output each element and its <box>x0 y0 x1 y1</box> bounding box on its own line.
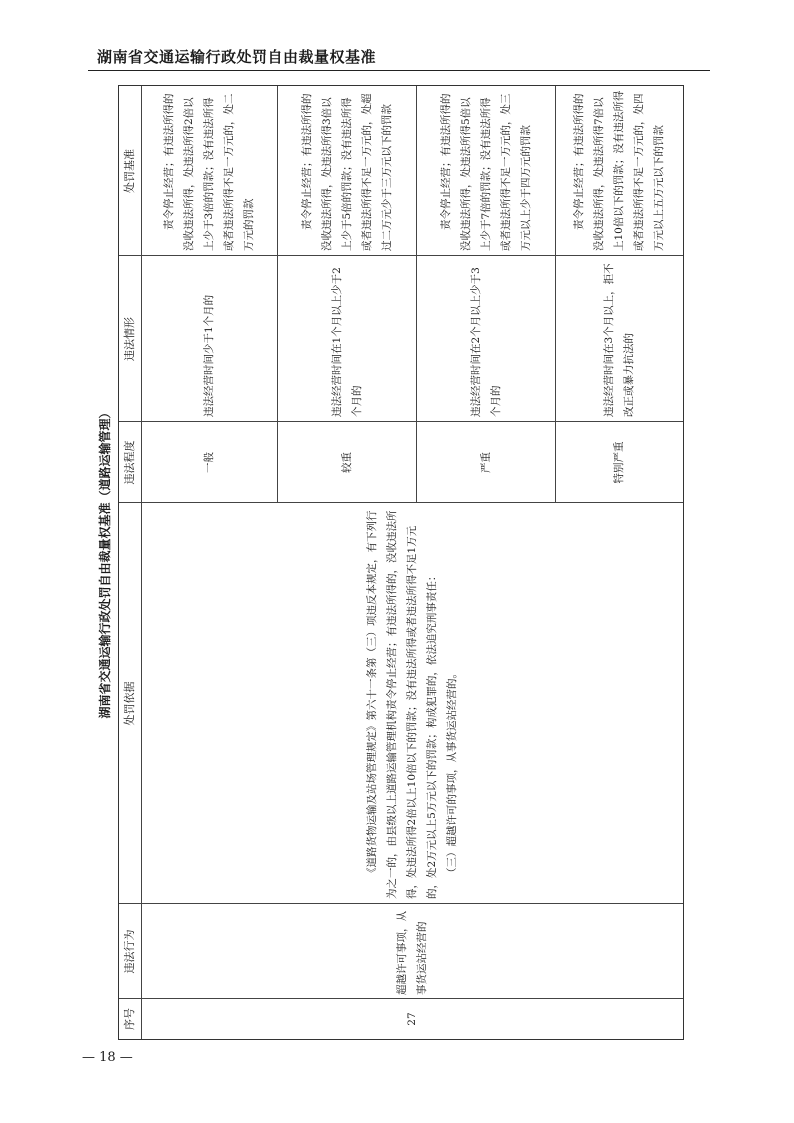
degree-cell <box>141 422 277 503</box>
page-header-title: 湖南省交通运输行政处罚自由裁量权基准 <box>97 48 377 66</box>
degree-cell <box>416 422 555 503</box>
header-standard: 处罚基准 <box>123 149 136 193</box>
seq-value: 27 <box>406 1012 418 1026</box>
situation-text: 违法经营时间少于1个月的 <box>203 294 215 417</box>
degree-value: 严重 <box>479 452 492 473</box>
situation-text: 违法经营时间在2个月以上少于3个月的 <box>469 267 502 417</box>
seq-cell <box>141 999 683 1039</box>
standard-cell <box>277 90 416 251</box>
standard-cell <box>416 90 555 251</box>
rotated-table-block <box>94 85 684 1040</box>
standard-cell <box>141 90 277 251</box>
situation-text: 违法经营时间在1个月以上少于2个月的 <box>330 267 363 417</box>
table-title: 湖南省交通运输行政处罚自由裁量权基准（道路运输管理） <box>98 406 112 719</box>
degree-cell <box>277 422 416 503</box>
standard-text: 责令停止经营；有违法所得的没收违法所得，处违法所得2倍以上少于3倍的罚款；没有违法所得或者违法所得不足一万元的，处二万元的罚款 <box>163 93 255 251</box>
header-degree: 违法程度 <box>123 440 136 485</box>
basis-item: （三）超越许可的事项，从事货运站经营的。 <box>446 668 458 878</box>
page-number: — 18 — <box>82 1050 133 1065</box>
header-basis: 处罚依据 <box>123 681 136 726</box>
degree-value: 一般 <box>203 452 215 473</box>
standard-text: 责令停止经营；有违法所得的没收违法所得，处违法所得3倍以上少于5倍的罚款；没有违法所得或者违法所得不足一万元的，处超过二万元少于三万元以下的罚款 <box>300 93 393 251</box>
col-divider <box>119 255 683 256</box>
basis-cell <box>141 507 683 899</box>
header-situation: 违法情形 <box>123 317 136 361</box>
situation-text: 违法经营时间在3个月以上，拒不改正或暴力抗法的 <box>603 263 635 417</box>
situation-cell <box>416 260 555 417</box>
standard-text: 责令停止经营；有违法所得的没收违法所得，处违法所得5倍以上少于7倍的罚款；没有违法所得或者违法所得不足一万元的，处三万元以上少于四万元的罚款 <box>439 93 532 251</box>
situation-cell <box>555 260 683 417</box>
situation-cell <box>141 260 277 417</box>
degree-value: 较重 <box>340 452 353 473</box>
situation-cell <box>277 260 416 417</box>
standard-text: 责令停止经营；有违法所得的没收违法所得，处违法所得7倍以上10倍以下的罚款；没有违法所得或者违法所得不足一万元的，处四万元以上五万元以下的罚款 <box>573 90 665 251</box>
header-seq: 序号 <box>123 1008 136 1030</box>
basis-paragraph: 《道路货物运输及站场管理规定》第六十一条第（三）项违反本规定，有下列行为之一的，由县级以上道路运输管理机构责令停止经营；有违法所得的，没收违法所得，处违法所得2倍以上10倍以下的罚款；没有违法所得或者违法所得不足1万元的，处2万元以上5万元以下的罚款；构成犯罪的，依法追究刑事责任： <box>366 510 438 899</box>
degree-cell <box>555 422 683 503</box>
standard-cell <box>555 90 683 251</box>
behavior-cell <box>141 907 683 995</box>
penalty-table <box>118 85 684 1040</box>
degree-value: 特别严重 <box>613 441 625 484</box>
header-rule <box>88 70 710 71</box>
header-behavior: 违法行为 <box>123 929 136 974</box>
behavior-text: 超越许可事项，从事货运站经营的 <box>396 911 428 995</box>
col-divider <box>119 903 683 904</box>
